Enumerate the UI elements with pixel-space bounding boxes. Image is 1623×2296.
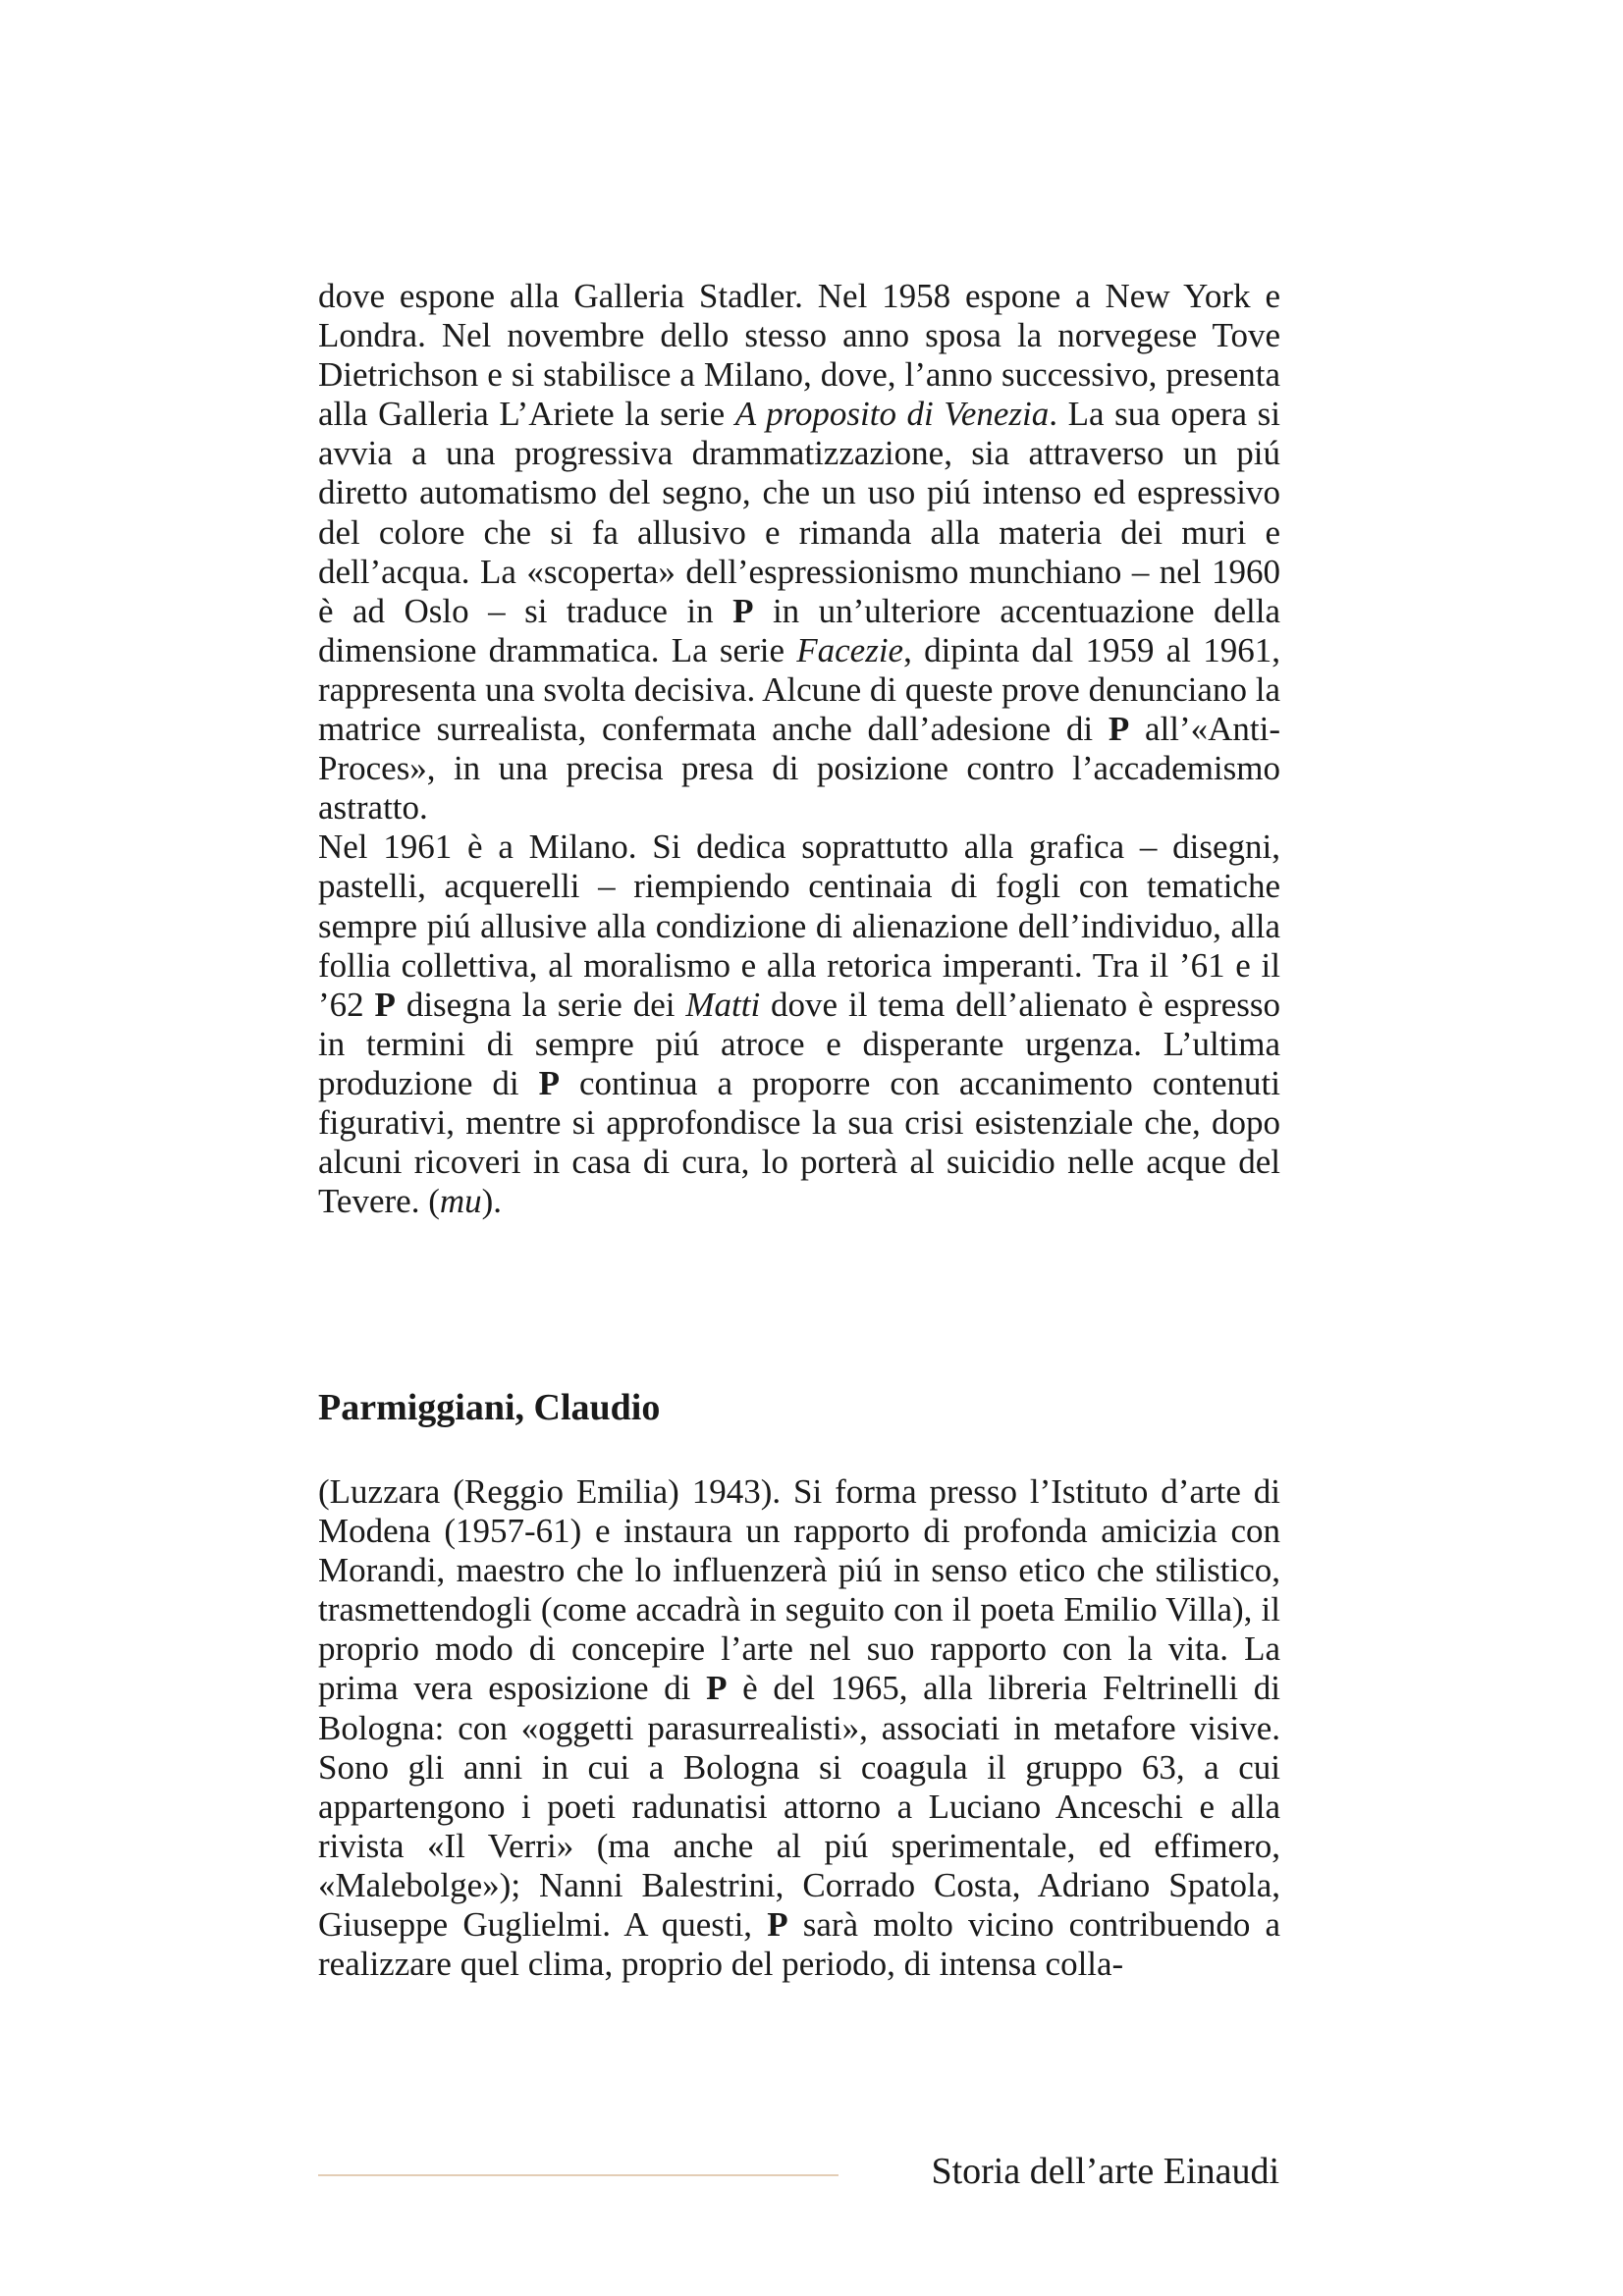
italic-title: Matti — [685, 985, 761, 1024]
paragraph — [318, 828, 1280, 1221]
text-run: (Luzzara (Reggio Emilia) 1943). Si forma presso l’Istituto d’arte di Modena (1957-61) e instaura un rapporto di profonda amicizia con Morandi, maestro che lo influenzerà piú in senso etico che stilistico, trasmettendogli (come accadrà in seguito con il poeta Emilio Villa), il proprio modo di concepire l’arte nel suo rapporto con la vita. La prima vera esposizione di — [318, 1472, 1280, 1708]
author-initials: mu — [439, 1182, 482, 1221]
artist-initial: P — [538, 1063, 560, 1102]
artist-initial: P — [706, 1669, 728, 1708]
text-run: continua a proporre con accanimento contenuti figurativi, mentre si approfondisce la sua crisi esistenziale che, dopo alcuni ricoveri in casa di cura, lo porterà al suicidio nelle acque del Tevere. ( — [318, 1063, 1280, 1221]
text-run: è del 1965, alla libreria Feltrinelli di Bologna: con «oggetti parasurrealisti», associati in metafore visive. Sono gli anni in cui a Bologna si coagula il gruppo 63, a cui appartengono i poeti radunatisi attorno a Luciano Anceschi e alla rivista «Il Verri» (ma anche al piú sperimentale, ed effimero, «Malebolge»); Nanni Balestrini, Corrado Costa, Adriano Spatola, Giuseppe Guglielmi. A questi, — [318, 1669, 1280, 1945]
text-run: . La sua opera si avvia a una progressiva drammatizzazione, sia attraverso un piú diretto automatismo del segno, che un uso piú intenso ed espressivo del colore che si fa allusivo e rimanda alla materia dei muri e dell’acqua. La «scoperta» dell’espressionismo munchiano – nel 1960 è ad Oslo – si traduce in — [318, 395, 1281, 630]
footer-rule — [318, 2174, 839, 2176]
text-run: sarà molto vicino contribuendo a realizzare quel clima, proprio del periodo, di intensa colla- — [318, 1905, 1280, 1984]
artist-initial: P — [1108, 710, 1130, 749]
text-block-1 — [318, 277, 1280, 1221]
artist-initial: P — [732, 591, 754, 630]
italic-title: A proposito di Venezia — [734, 395, 1050, 434]
entry-heading: Parmiggiani, Claudio — [318, 1387, 661, 1428]
text-run: , dipinta dal 1959 al 1961, rappresenta una svolta decisiva. Alcune di queste prove denunciano la matrice surrealista, confermata anche dall’adesione di — [318, 630, 1280, 749]
text-run: in un’ulteriore accentuazione della dimensione drammatica. La serie — [318, 591, 1281, 669]
italic-title: Facezie — [796, 630, 904, 669]
text-run: dove il tema dell’alienato è espresso in termini di sempre piú atroce e disperante urgenza. L’ultima produzione di — [318, 985, 1280, 1102]
text-run: ). — [481, 1182, 503, 1221]
text-run: all’«Anti-Proces», in una precisa presa di posizione contro l’accademismo astratto. — [318, 710, 1280, 828]
footer-publication: Storia dell’arte Einaudi — [931, 2151, 1279, 2192]
text-run: disegna la serie dei — [395, 985, 686, 1024]
artist-initial: P — [374, 985, 396, 1024]
text-run: Nel 1961 è a Milano. Si dedica soprattutto alla grafica – disegni, pastelli, acquerelli – riempiendo centinaia di fogli con tematiche sempre piú allusive alla condizione di alienazione dell’individuo, alla follia collettiva, al moralismo e alla retorica imperanti. Tra il ’61 e il ’62 — [318, 828, 1280, 1024]
paragraph — [318, 1472, 1280, 1984]
artist-initial: P — [767, 1905, 788, 1945]
paragraph — [318, 277, 1280, 828]
text-block-2 — [318, 1472, 1280, 1984]
text-run: dove espone alla Galleria Stadler. Nel 1958 espone a New York e Londra. Nel novembre dello stesso anno sposa la norvegese Tove Dietrichson e si stabilisce a Milano, dove, l’anno successivo, presenta alla Galleria L’Ariete la serie — [318, 277, 1280, 434]
